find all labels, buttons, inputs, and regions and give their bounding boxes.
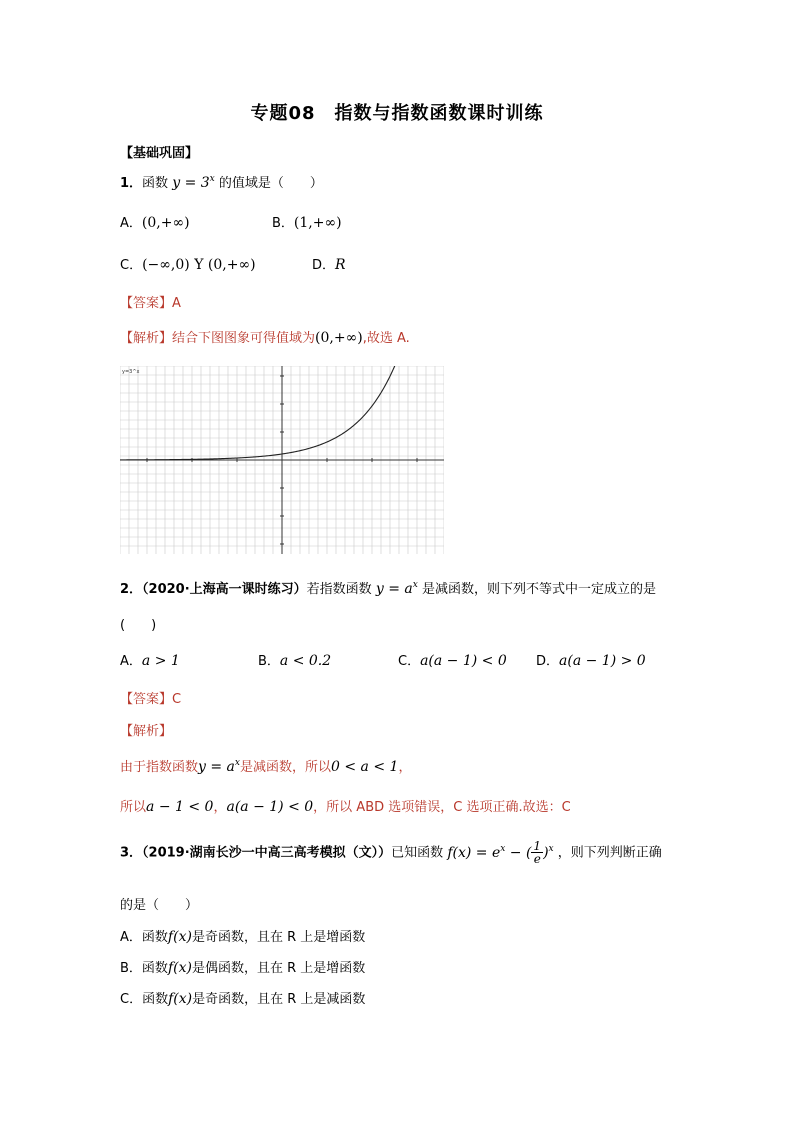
option-c[interactable]: C．函数f(x)是奇函数，且在 R 上是减函数 (120, 991, 366, 1007)
answer-label: 【答案】A (120, 296, 181, 311)
option-c[interactable]: C．a(a − 1) < 0 (398, 653, 507, 669)
section-heading: 【基础巩固】 (120, 146, 199, 161)
option-d[interactable]: D．a(a − 1) > 0 (536, 653, 646, 669)
question-number: 3． (120, 845, 143, 861)
question-3-stem-line2: 的是（ ） (120, 898, 199, 913)
page-title: 专题08 指数与指数函数课时训练 (250, 103, 544, 124)
question-source: （2020·上海高一课时练习） (142, 582, 307, 597)
option-b[interactable]: B．a < 0.2 (258, 653, 332, 669)
math-expression: $y = 3^x$ (172, 174, 215, 191)
option-a[interactable]: A．函数f(x)是奇函数，且在 R 上是增函数 (120, 929, 366, 945)
option-c[interactable]: C．(−∞,0) Υ (0,+∞) (120, 257, 256, 273)
analysis-tag: 【解析】 (120, 724, 173, 739)
stem-text: 函数 (142, 176, 169, 191)
stem-text: 的值域是（ ） (218, 176, 323, 191)
question-number: 2． (120, 582, 143, 597)
question-1-stem (120, 172, 323, 191)
answer-label: 【答案】C (120, 692, 182, 707)
question-3-stem: 3．（2019·湖南长沙一中高三高考模拟（文））已知函数 $f(x) = e^x$ − ( $\frac{1}{e}$ )$^x$ ，则下列判断正确 (120, 839, 662, 866)
option-d[interactable]: D．R (312, 257, 346, 273)
math-expression: $f(x) = e^x$ − ( $\frac{1}{e}$ )$^x$ (447, 839, 554, 866)
question-source: （2019·湖南长沙一中高三高考模拟（文）） (142, 845, 392, 861)
analysis-line: 【解析】结合下图图象可得值域为(0,+∞),故选 A. (120, 330, 410, 346)
option-a[interactable]: A．(0,+∞) (120, 215, 190, 231)
exponential-graph (120, 366, 444, 554)
analysis-line-2: 所以a − 1 < 0，a(a − 1) < 0，所以 ABD 选项错误，C 选项正确.故选：C (120, 799, 571, 815)
question-number: 1． (120, 176, 143, 191)
option-a[interactable]: A．a > 1 (120, 653, 180, 669)
option-b[interactable]: B．函数f(x)是偶函数，且在 R 上是增函数 (120, 960, 366, 976)
math-expression: $y = a^x$ (375, 580, 418, 597)
analysis-line-1: 由于指数函数$y = a^x$是减函数，所以0 < a < 1， (120, 758, 412, 775)
graph-corner-label: y=3^x (122, 369, 140, 375)
option-b[interactable]: B．(1,+∞) (272, 215, 342, 231)
question-2-stem: 2．（2020·上海高一课时练习）若指数函数 $y = a^x$ 是减函数，则下列不等式中一定成立的是 (120, 580, 656, 597)
question-2-paren: ( ) (120, 618, 157, 633)
